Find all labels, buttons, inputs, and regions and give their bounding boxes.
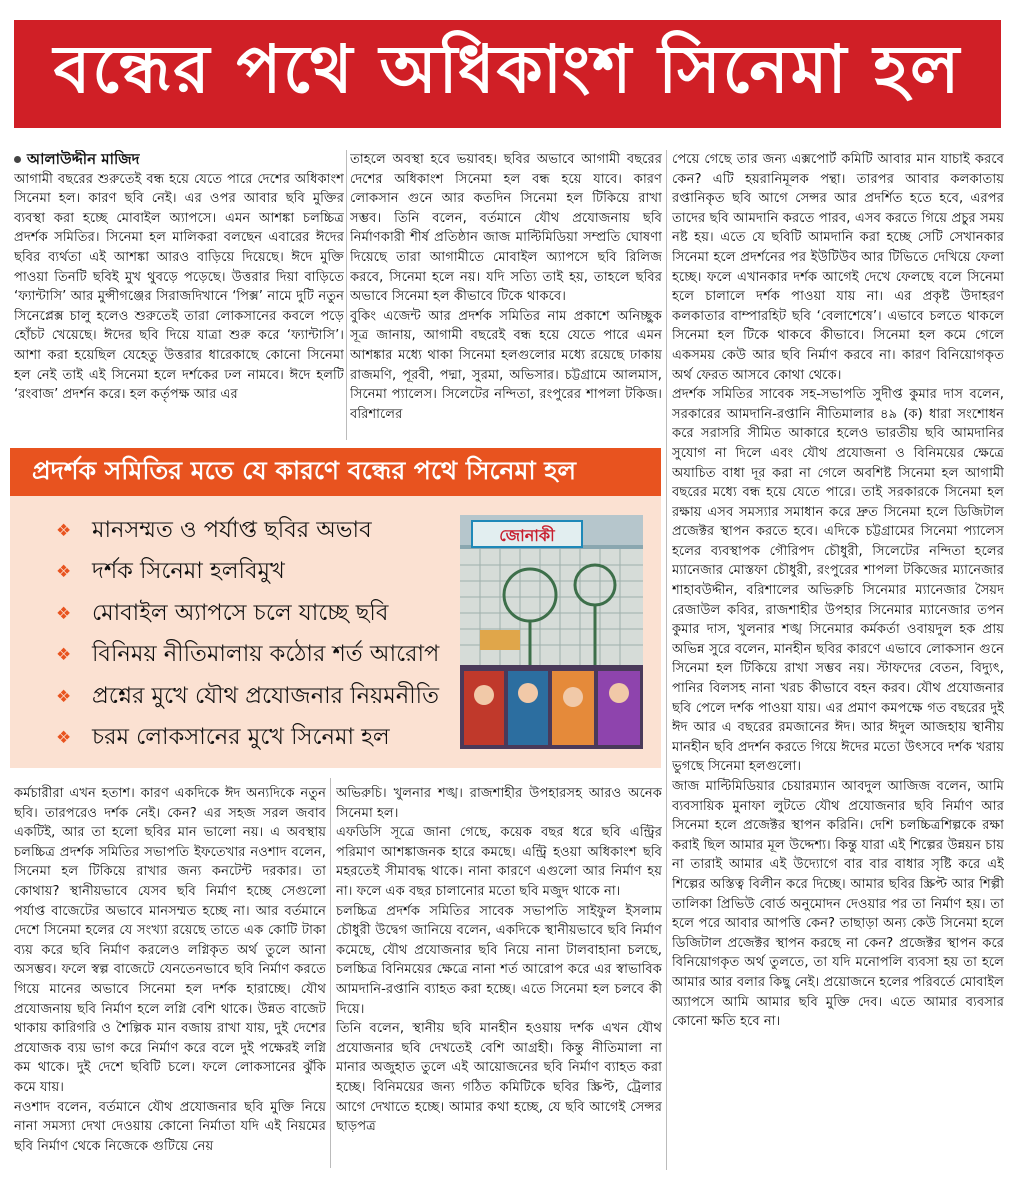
column-divider	[666, 150, 667, 1170]
paragraph: চলচ্চিত্র প্রদর্শক সমিতির সাবেক সভাপতি সাইফুল ইসলাম চৌধুরী উদ্বেগ জানিয়ে বলেন, একদিকে স্থানীয়ভাবে ছবি নির্মাণ কমেছে, যৌথ প্রযোজনার ছবি নিয়ে নানা টালবাহানা চলছে, চলচ্চিত্র বিনিময়ের ক্ষেত্রে নানা শর্ত আরোপ করে এর স্বাভাবিক আমদানি-রপ্তানি ব্যাহত করা হচ্ছে। এতে সিনেমা হল চলবে কী দিয়ে।	[336, 903, 662, 1017]
list-item-text: প্রশ্নের মুখে যৌথ প্রযোজনার নিয়মনীতি	[92, 682, 439, 709]
column-1-top	[14, 150, 344, 440]
diamond-bullet-icon: ❖	[56, 520, 72, 541]
headline: বন্ধের পথে অধিকাংশ সিনেমা হল	[14, 20, 1001, 128]
column-2-top	[350, 150, 662, 440]
paragraph: পেয়ে গেছে তার জন্য এক্সপোর্ট কমিটি আবার মান যাচাই করবে কেন? এটি হয়রানিমূলক পন্থা। তারপর আবার কলকাতায় রপ্তানিকৃত ছবি আগে সেন্সর আর প্রদর্শিত হতে হবে, এরপর তাদের ছবি আমদানি করতে পারব, এসব করতে গিয়ে প্রচুর সময় নষ্ট হয়। এতে যে ছবিটি আমদানি করা হচ্ছে সেটি সেখানকার সিনেমা হলে প্রদর্শনের পর ইউটিউব আর টিভিতে দেখিয়ে ফেলা হচ্ছে। ফলে এখানকার দর্শক আগেই দেখে ফেলছে বলে সিনেমা হলে চালালে দর্শক পাওয়া যায় না। এর প্রকৃষ্ট উদাহরণ কলকাতার বাম্পারহিট ছবি ‘বেলাশেষে’। এভাবে চলতে থাকলে সিনেমা হল টিকে থাকবে কীভাবে। সিনেমা হল কমে গেলে একসময় কেউ আর ছবি নির্মাণ করবে না। কারণ বিনিয়োগকৃত অর্থ ফেরত আসবে কোথা থেকে।	[672, 152, 1004, 383]
reasons-box-title: প্রদর্শক সমিতির মতে যে কারণে বন্ধের পথে সিনেমা হল	[10, 448, 661, 496]
column-1-bottom	[14, 784, 326, 1174]
column-divider	[330, 778, 331, 1168]
list-item	[56, 635, 476, 677]
diamond-bullet-icon: ❖	[56, 645, 72, 666]
cinema-hall-photo	[460, 515, 643, 749]
bullet-dot-icon	[14, 156, 21, 163]
paragraph: তিনি বলেন, স্থানীয় ছবি মানহীন হওয়ায় দর্শক এখন যৌথ প্রযোজনার ছবি দেখতেই বেশি আগ্রহী। কিন্তু নীতিমালা না মানার অজুহাত তুলে এই আয়োজনের ছবি নির্মাণ ব্যাহত করা হচ্ছে। বিনিময়ের জন্য গঠিত কমিটিকে ছবির স্ক্রিপ্ট, ট্রেলার আগে দেখাতে হচ্ছে। আমার কথা হচ্ছে, যে ছবি আগেই সেন্সর ছাড়পত্র	[336, 1021, 662, 1135]
paragraph: তাহলে অবস্থা হবে ভয়াবহ। ছবির অভাবে আগামী বছরের দেশের অধিকাংশ সিনেমা হল বন্ধ হয়ে যাবে। কারণ লোকসান গুনে আর কতদিন সিনেমা হল টিকিয়ে রাখা সম্ভব। তিনি বলেন, বর্তমানে যৌথ প্রযোজনায় ছবি নির্মাণকারী শীর্ষ প্রতিষ্ঠান জাজ মাল্টিমিডিয়া সম্প্রতি ঘোষণা দিয়েছে তারা আগামীতে মোবাইল অ্যাপসে ছবি রিলিজ করবে, সিনেমা হলে নয়। যদি সত্যি তাই হয়, তাহলে ছবির অভাবে সিনেমা হল কীভাবে টিকে থাকবে।	[350, 152, 662, 305]
diamond-bullet-icon: ❖	[56, 603, 72, 624]
list-item	[56, 676, 476, 718]
paragraph: জাজ মাল্টিমিডিয়ার চেয়ারম্যান আবদুল আজিজ বলেন, আমি ব্যবসায়িক মুনাফা লুটতে যৌথ প্রযোজনার ছবি নির্মাণ আর সিনেমা হলে প্রজেক্টর স্থাপন করিনি। দেশি চলচ্চিত্রশিল্পকে রক্ষা করাই ছিল আমার মূল উদ্দেশ্য। কিন্তু যারা এই শিল্পের উন্নয়ন চায় না তারাই আমার এই উদ্যোগে বার বার বাধার সৃষ্টি করে এই শিল্পের অস্তিত্ব বিলীন করে দিচ্ছে। আমার ছবির স্ক্রিপ্ট আর শিল্পী তালিকা প্রিভিউ বোর্ড অনুমোদন দেওয়ার পর তা নির্মাণ হয়। তা হলে পরে আবার আপত্তি কেন? তাছাড়া অন্য কেউ সিনেমা হলে ডিজিটাল প্রজেক্টর স্থাপন করছে না কেন? প্রজেক্টর স্থাপন করে বিনিয়োগকৃত অর্থ তুলতে, তা যদি মনোপলি ব্যবসা হয় তা হলে আমার আর বলার কিছু নেই। প্রয়োজনে হলের পরিবর্তে মোবাইল অ্যাপসে আমি আমার ছবি মুক্তি দেব। এতে আমার ব্যবসার কোনো ক্ষতি হবে না।	[672, 779, 1004, 1030]
list-item	[56, 510, 476, 552]
list-item	[56, 593, 476, 635]
diamond-bullet-icon: ❖	[56, 686, 72, 707]
cinema-facade-image	[460, 515, 643, 749]
list-item-text: মানসম্মত ও পর্যাপ্ত ছবির অভাব	[92, 516, 372, 543]
diamond-bullet-icon: ❖	[56, 562, 72, 583]
byline-name: আলাউদ্দীন মাজিদ	[27, 150, 140, 168]
paragraph: কর্মচারীরা এখন হতাশ। কারণ একদিকে ঈদ অন্যদিকে নতুন ছবি। তারপরেও দর্শক নেই। কেন? এর সহজ সরল জবাব একটিই, আর তা হলো ছবির মান ভালো নয়। এ অবস্থায় চলচ্চিত্র প্রদর্শক সমিতির সভাপতি ইফতেখার নওশাদ বলেন, সিনেমা হল টিকিয়ে রাখার জন্য কনটেন্ট দরকার। তা কোথায়? স্থানীয়ভাবে যেসব ছবি নির্মাণ হচ্ছে সেগুলো পর্যাপ্ত বাজেটের অভাবে মানসম্মত হচ্ছে না। আর বর্তমানে দেশে সিনেমা হলের যে সংখ্যা রয়েছে তাতে এক কোটি টাকা ব্যয় করে ছবি নির্মাণ করলেও লগ্নিকৃত অর্থ তুলে আনা অসম্ভব। ফলে স্বল্প বাজেটে যেনতেনভাবে ছবি নির্মাণ করতে গিয়ে মানের অভাবে সিনেমা হল দর্শক হারাচ্ছে। যৌথ প্রযোজনায় ছবি নির্মাণ হলে লগ্নি বেশি থাকে। উন্নত বাজেট থাকায় কারিগরি ও শৈল্পিক মান বজায় রাখা যায়, দুই দেশের প্রযোজক ব্যয় ভাগ করে নির্মাণ করে বলে দুই পক্ষেরই লগ্নি কম থাকে। দুই দেশে ছবিটি চলে। ফলে লোকসানের ঝুঁকি কমে যায়।	[14, 786, 326, 1095]
list-item	[56, 552, 476, 594]
paragraph: বুকিং এজেন্ট আর প্রদর্শক সমিতির নাম প্রকাশে অনিচ্ছুক সূত্র জানায়, আগামী বছরেই বন্ধ হয়ে যেতে পারে এমন আশঙ্কার মধ্যে থাকা সিনেমা হলগুলোর মধ্যে রয়েছে ঢাকায় রাজমণি, পূরবী, পদ্মা, সুরমা, অভিসার। চট্টগ্রামে আলমাস, সিনেমা প্যালেস। সিলেটের নন্দিতা, রংপুরের শাপলা টকিজ। বরিশালের	[350, 308, 662, 422]
list-item	[56, 718, 476, 760]
list-item-text: দর্শক সিনেমা হলবিমুখ	[92, 558, 285, 585]
reasons-list	[56, 510, 476, 759]
paragraph: আগামী বছরের শুরুতেই বন্ধ হয়ে যেতে পারে দেশের অধিকাংশ সিনেমা হল। কারণ ছবি নেই। এর ওপর আবার ছবি মুক্তির ব্যবস্থা করা হচ্ছে মোবাইল অ্যাপসে। এমন আশঙ্কা চলচ্চিত্র প্রদর্শক সমিতির। সিনেমা হল মালিকরা বলছেন এবারের ঈদের ছবির ব্যর্থতা এই আশঙ্কা আরও বাড়িয়ে দিয়েছে। ঈদে মুক্তি পাওয়া তিনটি ছবিই মুখ থুবড়ে পড়েছে। উত্তরার দিয়া বাড়িতে ‘ফ্যান্টাসি’ আর মুন্সীগঞ্জের সিরাজদিখানে ‘পিক্স’ নামে দুটি নতুন সিনেপ্লেক্স চালু হলেও শুরুতেই তারা লোকসানের কবলে পড়ে হোঁচট খেয়েছে। ঈদের ছবি দিয়ে যাত্রা শুরু করে ‘ফ্যান্টাসি’। আশা করা হয়েছিল যেহেতু উত্তরার ধারেকাছে কোনো সিনেমা হল নেই তাই এই সিনেমা হলে দর্শকের ঢল নামবে। ঈদে হলটি ‘রংবাজ’ প্রদর্শন করে। হল কর্তৃপক্ষ আর এর	[14, 171, 344, 403]
column-2-bottom	[336, 784, 662, 1174]
byline	[14, 150, 344, 170]
paragraph: নওশাদ বলেন, বর্তমানে যৌথ প্রযোজনার ছবি মুক্তি নিয়ে নানা সমস্যা দেখা দেওয়ায় কোনো নির্মাতা যদি এই নিয়মের ছবি নির্মাণ থেকে নিজেকে গুটিয়ে নেয়	[14, 1099, 326, 1154]
column-divider	[346, 150, 347, 440]
paragraph: এফডিসি সূত্রে জানা গেছে, কয়েক বছর ধরে ছবি এন্ট্রির পরিমাণ আশঙ্কাজনক হারে কমছে। এন্ট্রি হওয়া অধিকাংশ ছবি মহরতেই সীমাবদ্ধ থাকে। নানা কারণে এগুলো আর নির্মাণ হয় না। ফলে এক বছর চালানোর মতো ছবি মজুদ থাকে না।	[336, 825, 662, 899]
column-3	[672, 150, 1004, 1172]
list-item-text: চরম লোকসানের মুখে সিনেমা হল	[92, 724, 390, 751]
list-item-text: মোবাইল অ্যাপসে চলে যাচ্ছে ছবি	[92, 599, 389, 626]
cinema-sign-text: জোনাকী	[499, 526, 555, 545]
diamond-bullet-icon: ❖	[56, 728, 72, 749]
paragraph: প্রদর্শক সমিতির সাবেক সহ-সভাপতি সুদীপ্ত কুমার দাস বলেন, সরকারের আমদানি-রপ্তানি নীতিমালার ৪৯ (ক) ধারা সংশোধন করে সরাসরি সীমিত আকারে হলেও ভারতীয় ছবি আমদানির সুযোগ না দিলে এবং যৌথ প্রযোজনা ও বিনিময়ের ক্ষেত্রে অযাচিত বাধা দূর করা না গেলে অবশিষ্ট সিনেমা হল আগামী বছরের মধ্যে বন্ধ হয়ে যেতে পারে। তাই সরকারকে সিনেমা হল রক্ষায় এসব সমস্যার সমাধান করে দ্রুত সিনেমা হলে ডিজিটাল প্রজেক্টর স্থাপন করতে হবে। এদিকে চট্টগ্রামের সিনেমা প্যালেস হলের ব্যবস্থাপক গৌরিপদ চৌধুরী, সিলেটের নন্দিতা হলের ম্যানেজার মোস্তফা চৌধুরী, রংপুরের শাপলা টকিজের ম্যানেজার শাহাবউদ্দীন, বরিশালের অভিরুচি সিনেমার ম্যানেজার সৈয়দ রেজাউল কবির, রাজশাহীর উপহার সিনেমার ম্যানেজার তপন কুমার দাস, খুলনার শঙ্খ সিনেমার কর্মকর্তা ওবায়দুল হক প্রায় অভিন্ন সুরে বলেন, মানহীন ছবির কারণে এভাবে লোকসান গুনে সিনেমা হল টিকিয়ে রাখা সম্ভব নয়। স্টাফদের বেতন, বিদ্যুৎ, পানির বিলসহ নানা খরচ কীভাবে বহন করব। যৌথ প্রযোজনার ছবি পেলে দর্শক পাওয়া যায়। এর প্রমাণ কমপক্ষে গত বছরের দুই ঈদ আর এ বছরের রমজানের ঈদ। আর ঈদুল আজহায় স্থানীয় মানহীন ছবি প্রদর্শন করতে গিয়ে ঈদের মতো উৎসবে দর্শক খরায় ভুগছে সিনেমা হলগুলো।	[672, 387, 1004, 775]
list-item-text: বিনিময় নীতিমালায় কঠোর শর্ত আরোপ	[92, 641, 440, 668]
paragraph: অভিরুচি। খুলনার শঙ্খ। রাজশাহীর উপহারসহ আরও অনেক সিনেমা হল।	[336, 786, 662, 821]
